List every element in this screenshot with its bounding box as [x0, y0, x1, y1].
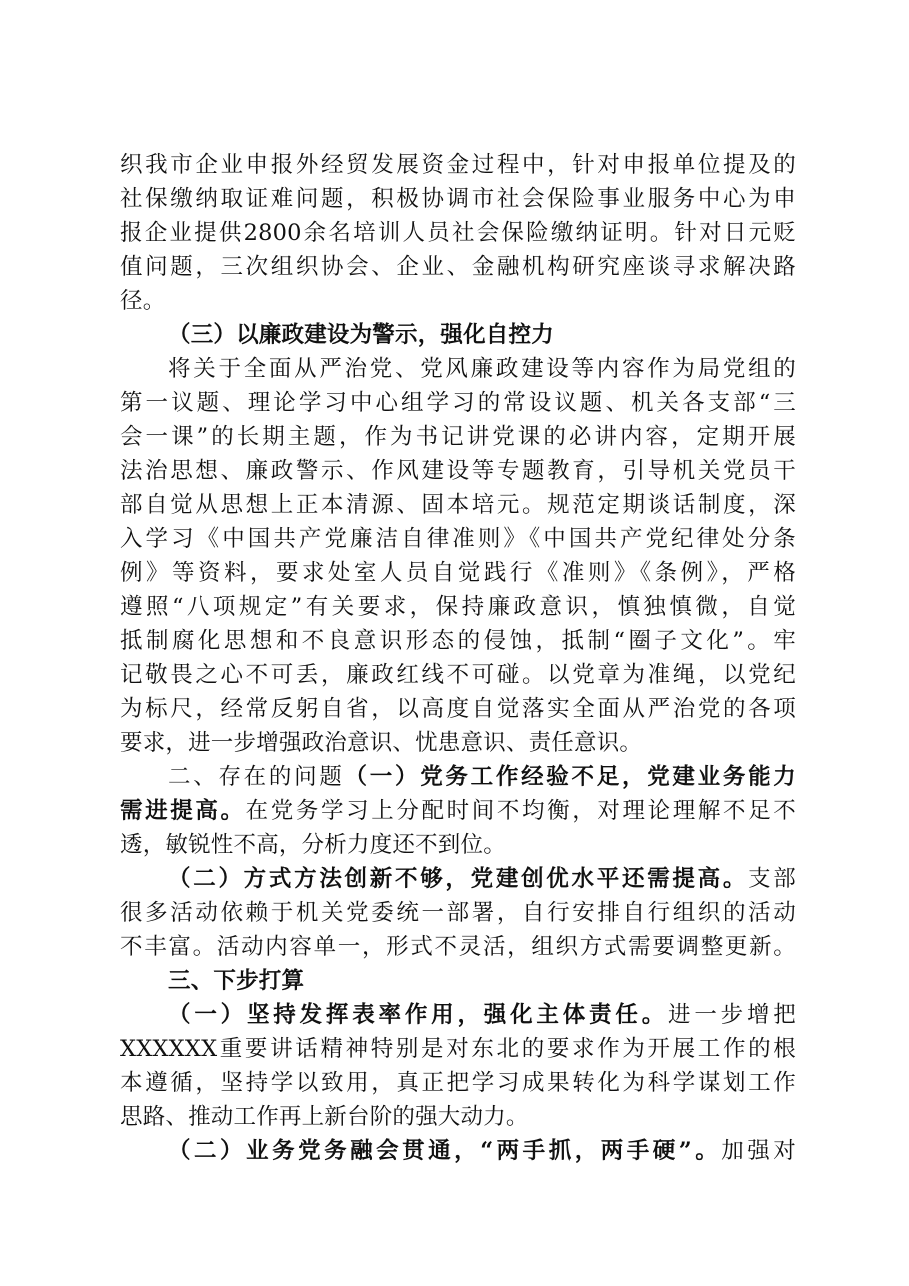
section-heading: 三、下步打算: [168, 968, 305, 994]
paragraph-line: [120, 794, 796, 828]
paragraph-line: 将关于全面从严治党、党风廉政建设等内容作为局党组的: [168, 356, 796, 382]
subsection-heading: （一）坚持发挥表率作用，强化主体责任。: [168, 1002, 669, 1028]
paragraph-line: XXXXXX重要讲话精神特别是对东北的要求作为开展工作的根: [120, 1036, 796, 1062]
paragraph-line: 值问题，三次组织协会、企业、金融机构研究座谈寻求解决路: [120, 254, 796, 280]
subsection-heading: （二）方式方法创新不够，党建创优水平还需提高。: [168, 866, 749, 892]
paragraph-text: 在党务学习上分配时间不均衡，对理论理解不足不: [245, 798, 796, 824]
paragraph-line: 记敬畏之心不可丢，廉政红线不可碰。以党章为准绳，以党纪: [120, 662, 796, 688]
paragraph-line: 为标尺，经常反躬自省，以高度自觉落实全面从严治党的各项: [120, 696, 796, 722]
paragraph-line: 本遵循，坚持学以致用，真正把学习成果转化为科学谋划工作: [120, 1070, 796, 1096]
paragraph-line: 很多活动依赖于机关党委统一部署，自行安排自行组织的活动: [120, 900, 796, 926]
paragraph-line: 抵制腐化思想和不良意识形态的侵蚀，抵制“圈子文化”。牢: [120, 628, 796, 654]
subsection-heading: （一）党务工作经验不足，党建业务能力: [344, 764, 796, 790]
paragraph-line: 第一议题、理论学习中心组学习的常设议题、机关各支部“三: [120, 390, 796, 416]
paragraph-line: 社保缴纳取证难问题，积极协调市社会保险事业服务中心为申: [120, 186, 796, 212]
paragraph-line: 遵照“八项规定”有关要求，保持廉政意识，慎独慎微，自觉: [120, 594, 796, 620]
section-heading: 二、存在的问题: [168, 764, 345, 790]
section-heading: （三）以廉政建设为警示，强化自控力: [168, 322, 554, 348]
paragraph-line: 织我市企业申报外经贸发展资金过程中，针对申报单位提及的: [120, 152, 796, 178]
paragraph-line: [120, 1134, 796, 1168]
paragraph-line: [120, 862, 796, 896]
paragraph-line: 要求，进一步增强政治意识、忧患意识、责任意识。: [120, 730, 643, 756]
paragraph-line: 径。: [120, 288, 166, 314]
paragraph-text: 加强对: [721, 1138, 796, 1164]
subsection-heading: （二）业务党务融会贯通，“两手抓，两手硬”。: [168, 1138, 722, 1164]
paragraph-line: 报企业提供2800余名培训人员社会保险缴纳证明。针对日元贬: [120, 220, 796, 246]
paragraph-line: 例》等资料，要求处室人员自觉践行《准则》《条例》，严格: [120, 560, 796, 586]
paragraph-text: 进一步增把: [668, 1002, 796, 1028]
paragraph-line: 不丰富。活动内容单一，形式不灵活，组织方式需要调整更新。: [120, 934, 796, 960]
paragraph-line: 法治思想、廉政警示、作风建设等专题教育，引导机关党员干: [120, 458, 796, 484]
paragraph-line: 部自觉从思想上正本清源、固本培元。规范定期谈话制度，深: [120, 492, 796, 518]
document-body: [120, 148, 796, 1168]
paragraph-line: 思路、推动工作再上新台阶的强大动力。: [120, 1104, 529, 1130]
paragraph-line: [120, 760, 796, 794]
paragraph-line: 透，敏锐性不高，分析力度还不到位。: [120, 832, 506, 858]
subsection-heading: 需进提高。: [120, 798, 246, 824]
paragraph-line: [120, 998, 796, 1032]
paragraph-line: 会一课”的长期主题，作为书记讲党课的必讲内容，定期开展: [120, 424, 796, 450]
paragraph-line: 入学习《中国共产党廉洁自律准则》《中国共产党纪律处分条: [120, 526, 796, 552]
paragraph-text: 支部: [748, 866, 796, 892]
